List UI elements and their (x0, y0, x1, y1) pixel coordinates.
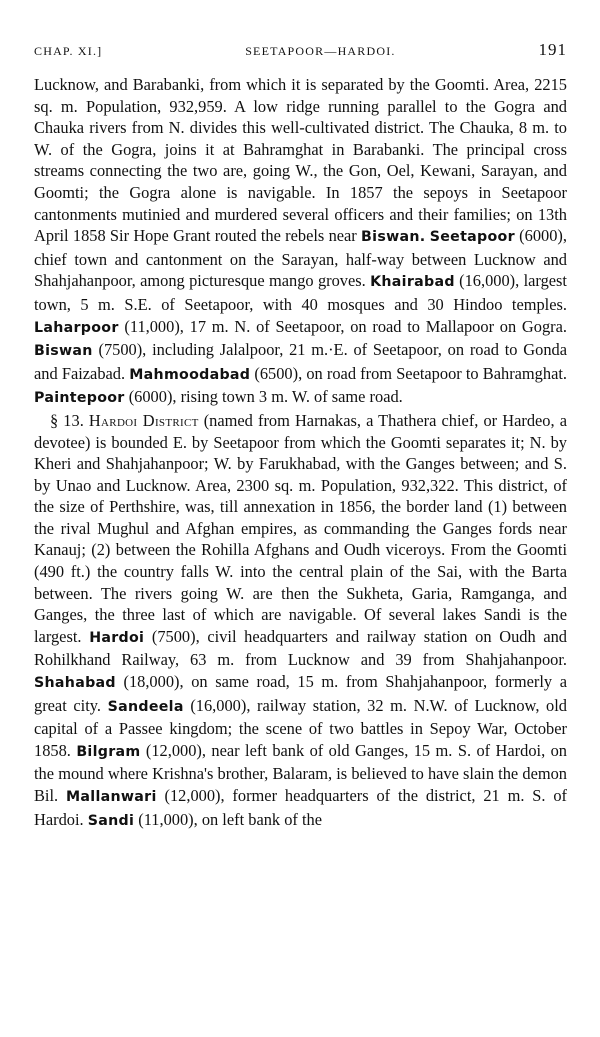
section-heading: Hardoi District (88, 410, 199, 430)
body-text-run: (6500), on road from Seetapoor to Bahramghat. (250, 363, 567, 383)
chapter-label: CHAP. XI.] (34, 44, 103, 58)
page-body (34, 74, 567, 832)
body-text-run: (11,000), on left bank of the (134, 809, 322, 829)
running-header (34, 40, 567, 74)
running-title: SEETAPOOR—HARDOI. (245, 44, 396, 58)
body-text-run: (16,000), railway station, 32 m. N.W. of Lucknow, old capital of a Passee kingdom; the scene of two battles in Sepoy War, October 1858. (34, 695, 567, 760)
body-text-run: (named from Harnakas, a Thathera chief, or Hardeo, a devotee) is bounded E. by Seetapoor from which the Goomti separates it; N. by Kheri and Shahjahanpoor; W. by Farukhabad, with the Ganges between; and S. by Unao and Lucknow. Area, 2300 sq. m. Population, 932,322. This district, of the size of Perthshire, was, till annexation in 1856, the border land (1) between the rival Mughul and Afghan empires, as commanding the Ganges fords near Kanauj; (2) between the Rohilla Afghans and Oudh viceroys. From the Goomti (490 ft.) the country falls W. into the central plain of the Sai, with the Barta between. The rivers going W. are then the Sukheta, Garia, Ramganga, and Ganges, the three last of which are navigable. Of several lakes Sandi is the largest. (34, 410, 567, 646)
place-name: Biswan (34, 343, 93, 360)
body-text-run: (12,000), former headquarters of the district, 21 m. S. of Hardoi. (34, 786, 567, 829)
body-text-run: (12,000), near left bank of old Ganges, 15 m. S. of Hardoi, on the mound where Krishna's brother, Balaram, is believed to have slain the demon Bil. (34, 740, 567, 805)
body-text-run: (6000), rising town 3 m. W. of same road. (124, 387, 403, 407)
paragraph (34, 74, 567, 410)
paragraph (34, 410, 567, 832)
place-name: Hardoi (89, 629, 145, 646)
place-name: Khairabad (370, 274, 455, 291)
place-name: Laharpoor (34, 319, 119, 336)
place-name: Shahabad (34, 675, 116, 692)
place-name: Bilgram (76, 743, 141, 760)
book-page (34, 40, 567, 832)
body-text-run: (7500), including Jalalpoor, 21 m.·E. of Seetapoor, on road to Gonda and Faizabad. (34, 340, 567, 383)
place-name: Mahmoodabad (129, 366, 251, 383)
place-name: Sandi (87, 812, 135, 829)
place-name: Paintepoor (34, 390, 125, 407)
place-name: Mallanwari (66, 789, 157, 805)
body-text-run: § 13. (50, 410, 89, 430)
body-text-run: Lucknow, and Barabanki, from which it is separated by the Goomti. Area, 2215 sq. m. Population, 932,959. A low ridge running parallel to the Gogra and Chauka rivers from N. divides this well-cultivated district. The Chauka, 8 m. to W. of the Gogra, joins it at Bahramghat in Barabanki. The principal cross streams connecting the two are, going W., the Gon, Oel, Kewani, Sarayan, and Goomti; the Gogra alone is navigable. In 1857 the sepoys in Seetapoor cantonments mutinied and murdered several officers and their families; on 13th April 1858 Sir Hope Grant routed the rebels near (34, 75, 567, 246)
body-text-run: (11,000), 17 m. N. of Seetapoor, on road to Mallapoor on Gogra. (118, 316, 567, 336)
body-text-run: (18,000), on same road, 15 m. from Shahjahanpoor, formerly a great city. (34, 672, 567, 715)
body-text-run: (6000), chief town and cantonment on the Sarayan, half-way between Lucknow and Shahjahanpoor, among picturesque mango groves. (34, 226, 567, 291)
page-number: 191 (538, 40, 567, 59)
place-name: Sandeela (107, 698, 184, 715)
place-name: Seetapoor (429, 229, 515, 246)
body-text-run: (7500), civil headquarters and railway station on Oudh and Rohilkhand Railway, 63 m. from Lucknow and 39 from Shahjahanpoor. (34, 626, 567, 670)
body-text-run: (16,000), largest town, 5 m. S.E. of Seetapoor, with 40 mosques and 30 Hindoo temples. (34, 271, 567, 314)
place-name: Biswan. (361, 229, 426, 246)
